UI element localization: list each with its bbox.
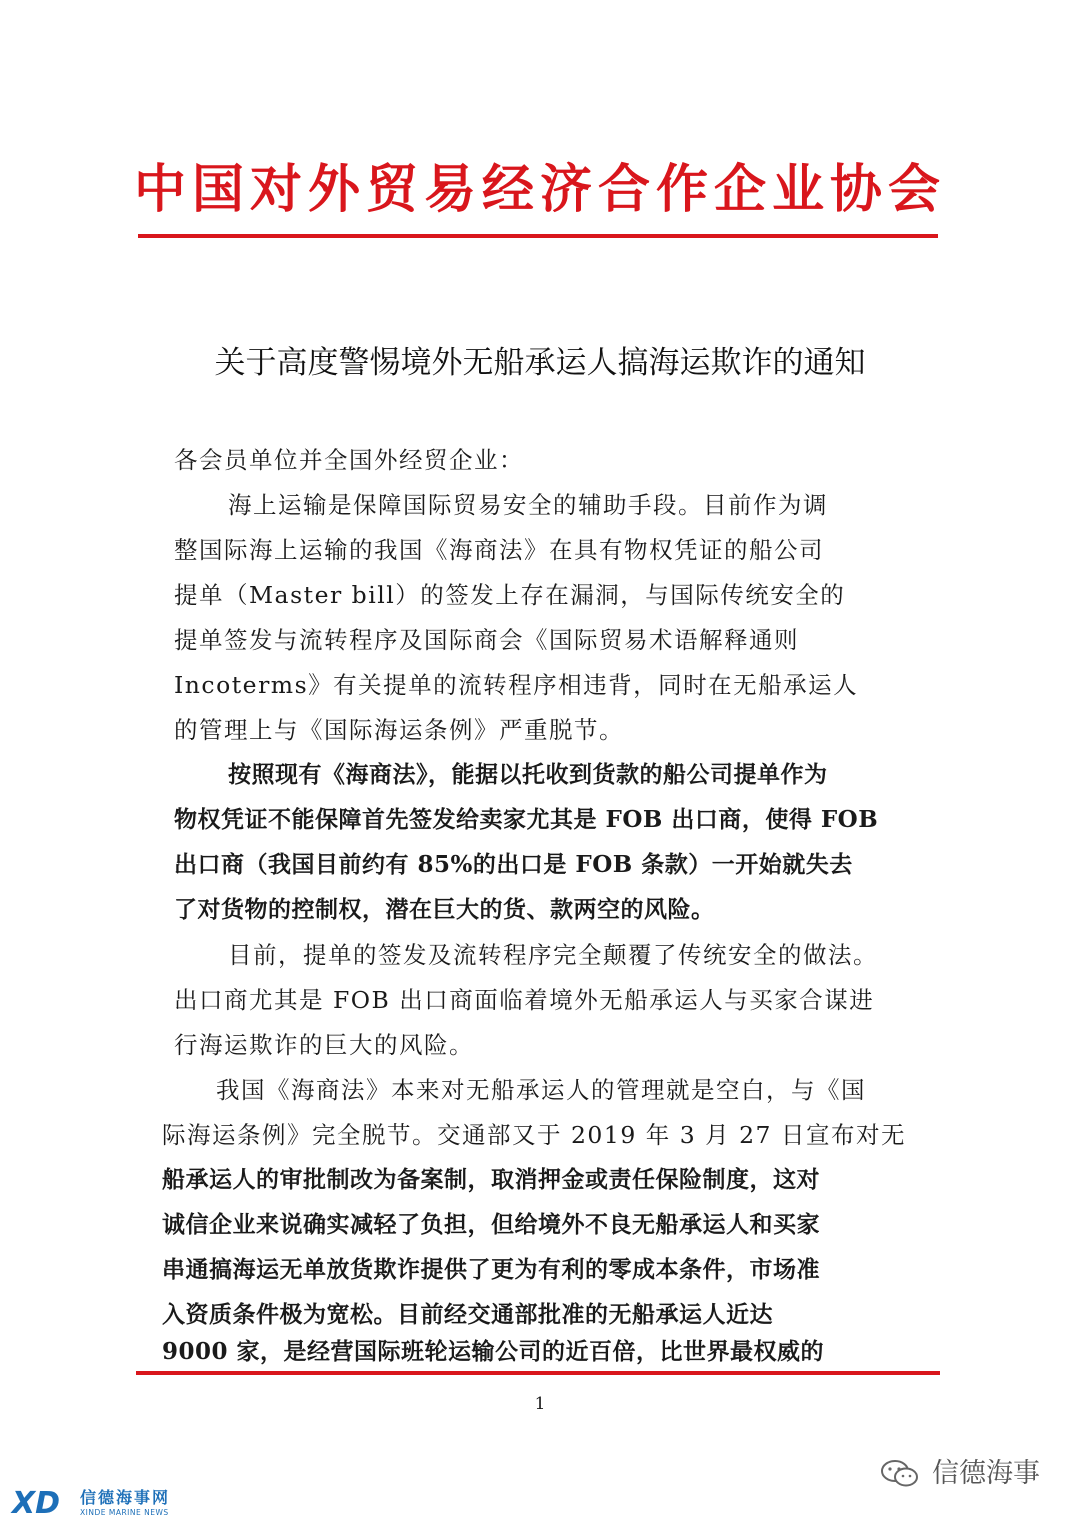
body-line-bold: 了对货物的控制权，潜在巨大的货、款两空的风险。 [174, 896, 715, 923]
body-line: Incoterms》有关提单的流转程序相违背，同时在无船承运人 [174, 671, 859, 699]
logo-english-name: XINDE MARINE NEWS [80, 1508, 169, 1517]
logo-chinese-name: 信德海事网 [80, 1488, 171, 1507]
wechat-watermark [880, 1454, 1070, 1494]
body-line: 际海运条例》完全脱节。交通部又于 2019 年 3 月 27 日宣布对无 [162, 1121, 906, 1149]
body-line: 出口商尤其是 FOB 出口商面临着境外无船承运人与买家合谋进 [174, 986, 875, 1014]
body-line-bold: 出口商（我国目前约有 85%的出口是 FOB 条款）一开始就失去 [174, 851, 853, 878]
watermark-text: 信德海事 [932, 1458, 1040, 1489]
site-logo [12, 1486, 212, 1522]
body-line-bold: 串通搞海运无单放货欺诈提供了更为有利的零成本条件，市场准 [162, 1256, 820, 1283]
body-line: 行海运欺诈的巨大的风险。 [174, 1031, 474, 1059]
footer-rule [136, 1371, 940, 1375]
body-line-bold: 诚信企业来说确实减轻了负担，但给境外不良无船承运人和买家 [162, 1211, 820, 1238]
body-line: 提单签发与流转程序及国际商会《国际贸易术语解释通则 [174, 626, 799, 654]
wechat-icon [880, 1458, 920, 1490]
body-line-bold: 9000 家，是经营国际班轮运输公司的近百倍，比世界最权威的 [162, 1338, 825, 1365]
body-line-bold: 船承运人的审批制改为备案制，取消押金或责任保险制度，这对 [162, 1166, 820, 1193]
salutation: 各会员单位并全国外经贸企业： [174, 446, 524, 474]
page-number: 1 [534, 1394, 546, 1414]
body-line: 我国《海商法》本来对无船承运人的管理就是空白，与《国 [216, 1076, 866, 1104]
body-line: 提单（Master bill）的签发上存在漏洞，与国际传统安全的 [174, 581, 846, 609]
document-title: 关于高度警惕境外无船承运人搞海运欺诈的通知 [214, 345, 866, 381]
body-line: 海上运输是保障国际贸易安全的辅助手段。目前作为调 [228, 491, 828, 519]
body-line: 目前，提单的签发及流转程序完全颠覆了传统安全的做法。 [228, 941, 878, 969]
logo-mark: XD [12, 1486, 61, 1521]
body-line: 整国际海上运输的我国《海商法》在具有物权凭证的船公司 [174, 536, 824, 564]
body-line: 的管理上与《国际海运条例》严重脱节。 [174, 716, 624, 744]
header-rule [138, 234, 938, 238]
body-line-bold: 按照现有《海商法》，能据以托收到货款的船公司提单作为 [228, 761, 828, 788]
body-line-bold: 物权凭证不能保障首先签发给卖家尤其是 FOB 出口商，使得 FOB [174, 806, 879, 833]
body-line-bold: 入资质条件极为宽松。目前经交通部批准的无船承运人近达 [162, 1301, 773, 1328]
organization-title: 中国对外贸易经济合作企业协会 [133, 159, 946, 220]
